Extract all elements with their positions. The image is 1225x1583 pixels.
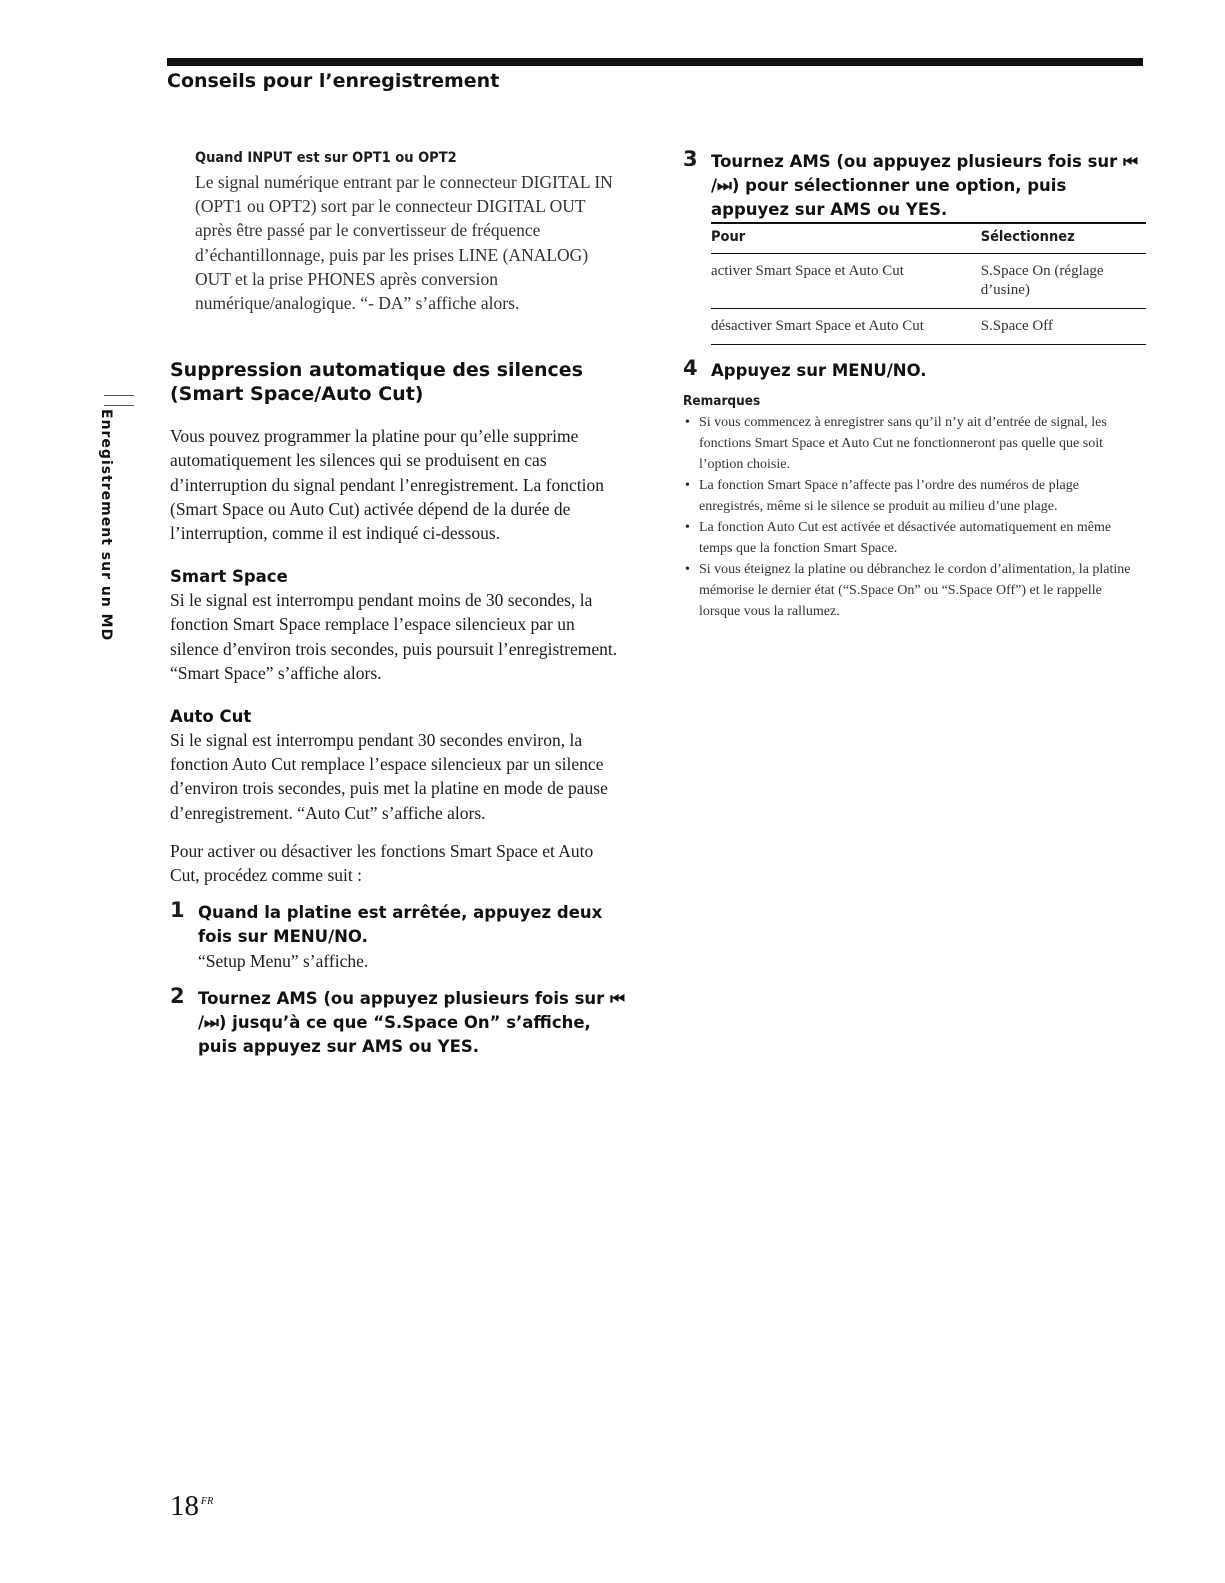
- remarks-list: [683, 412, 1145, 622]
- step-number: 4: [683, 356, 698, 380]
- smart-space-title: Smart Space: [170, 567, 288, 587]
- step-text: Appuyez sur MENU/NO.: [711, 361, 927, 380]
- page-number-suffix: FR: [201, 1496, 214, 1508]
- suppression-title-line2: (Smart Space/Auto Cut): [170, 383, 424, 406]
- page-number-value: 18: [170, 1490, 199, 1522]
- auto-cut-title: Auto Cut: [170, 707, 252, 727]
- step-number: 2: [170, 984, 185, 1009]
- page-number: [170, 1490, 213, 1523]
- remark-item: • La fonction Smart Space n’affecte pas l’ordre des numéros de plage enregistrés, même si le silence se produit au milieu d’une plage.: [683, 475, 1145, 517]
- suppression-title: [170, 358, 625, 406]
- step-4: [683, 356, 1145, 383]
- remark-item: • Si vous commencez à enregistrer sans qu’il n’y ait d’entrée de signal, les fonctions Smart Space et Auto Cut ne fonctionneront pas quelle que soit l’option choisie.: [683, 412, 1145, 475]
- step-note: “Setup Menu” s’affiche.: [198, 951, 369, 972]
- smart-space-body: Si le signal est interrompu pendant moins de 30 secondes, la fonction Smart Space remplace l’espace silencieux par un silence d’environ trois secondes, puis poursuit l’enregistrement. “Smart Space” s’affiche alors.: [170, 590, 618, 683]
- step-number: 3: [683, 147, 698, 171]
- side-tab-label: Enregistrement sur un MD: [98, 409, 114, 642]
- options-table: [711, 222, 1146, 345]
- right-column: [683, 147, 1145, 622]
- table-row: [711, 254, 1146, 309]
- remark-item: • Si vous éteignez la platine ou débranchez le cordon d’alimentation, la platine mémorise le dernier état (“S.Space On” ou “S.Space Off”) et le rappelle lorsque vous la rallumez.: [683, 559, 1145, 622]
- section-header: Conseils pour l’enregistrement: [167, 70, 500, 92]
- table-cell: activer Smart Space et Auto Cut: [711, 254, 981, 309]
- step-2: [170, 984, 625, 1059]
- side-tab-rule: [104, 395, 134, 396]
- remark-item: • La fonction Auto Cut est activée et désactivée automatiquement en même temps que la fonction Smart Space.: [683, 517, 1145, 559]
- side-tab-rule: [104, 405, 134, 406]
- step-text: Tournez AMS (ou appuyez plusieurs fois sur ⏮ /⏭) jusqu’à ce que “S.Space On” s’affiche, puis appuyez sur AMS ou YES.: [198, 989, 625, 1057]
- table-cell: désactiver Smart Space et Auto Cut: [711, 309, 981, 345]
- suppression-body: Vous pouvez programmer la platine pour qu’elle supprime automatiquement les silences qui se produisent en cas d’interruption du signal pendant l’enregistrement. La fonction (Smart Space ou Auto Cut) activée dépend de la durée de l’interruption, comme il est indiqué ci-dessous.: [170, 426, 604, 544]
- remarks-title: Remarques: [683, 393, 761, 409]
- opt-title: Quand INPUT est sur OPT1 ou OPT2: [195, 150, 457, 166]
- table-header-selectionnez: Sélectionnez: [981, 223, 1146, 254]
- table-cell: S.Space Off: [981, 309, 1146, 345]
- suppression-title-line1: Suppression automatique des silences: [170, 359, 583, 382]
- procedure-intro: Pour activer ou désactiver les fonctions Smart Space et Auto Cut, procédez comme suit :: [170, 840, 594, 886]
- step-1: [170, 898, 625, 973]
- side-tab: [90, 395, 140, 675]
- opt-body: Le signal numérique entrant par le connecteur DIGITAL IN (OPT1 ou OPT2) sort par le connecteur DIGITAL OUT après être passé par le convertisseur de fréquence d’échantillonnage, puis par les prises LINE (ANALOG) OUT et la prise PHONES après conversion numérique/analogique. “- DA” s’affiche alors.: [195, 172, 613, 314]
- opt-section: [195, 150, 625, 315]
- table-cell: S.Space On (réglage d’usine): [981, 254, 1146, 309]
- table-header-pour: Pour: [711, 223, 981, 254]
- table-row: [711, 309, 1146, 345]
- top-rule: [167, 58, 1143, 66]
- step-number: 1: [170, 898, 185, 923]
- auto-cut-body: Si le signal est interrompu pendant 30 secondes environ, la fonction Auto Cut remplace l’espace silencieux par un silence d’environ trois secondes, puis met la platine en mode de pause d’enregistrement. “Auto Cut” s’affiche alors.: [170, 730, 608, 823]
- step-text: Tournez AMS (ou appuyez plusieurs fois sur ⏮ /⏭) pour sélectionner une option, puis appuyez sur AMS ou YES.: [711, 152, 1138, 219]
- left-column: [170, 150, 625, 1059]
- step-3: [683, 147, 1145, 222]
- step-text: Quand la platine est arrêtée, appuyez deux fois sur MENU/NO.: [198, 903, 603, 947]
